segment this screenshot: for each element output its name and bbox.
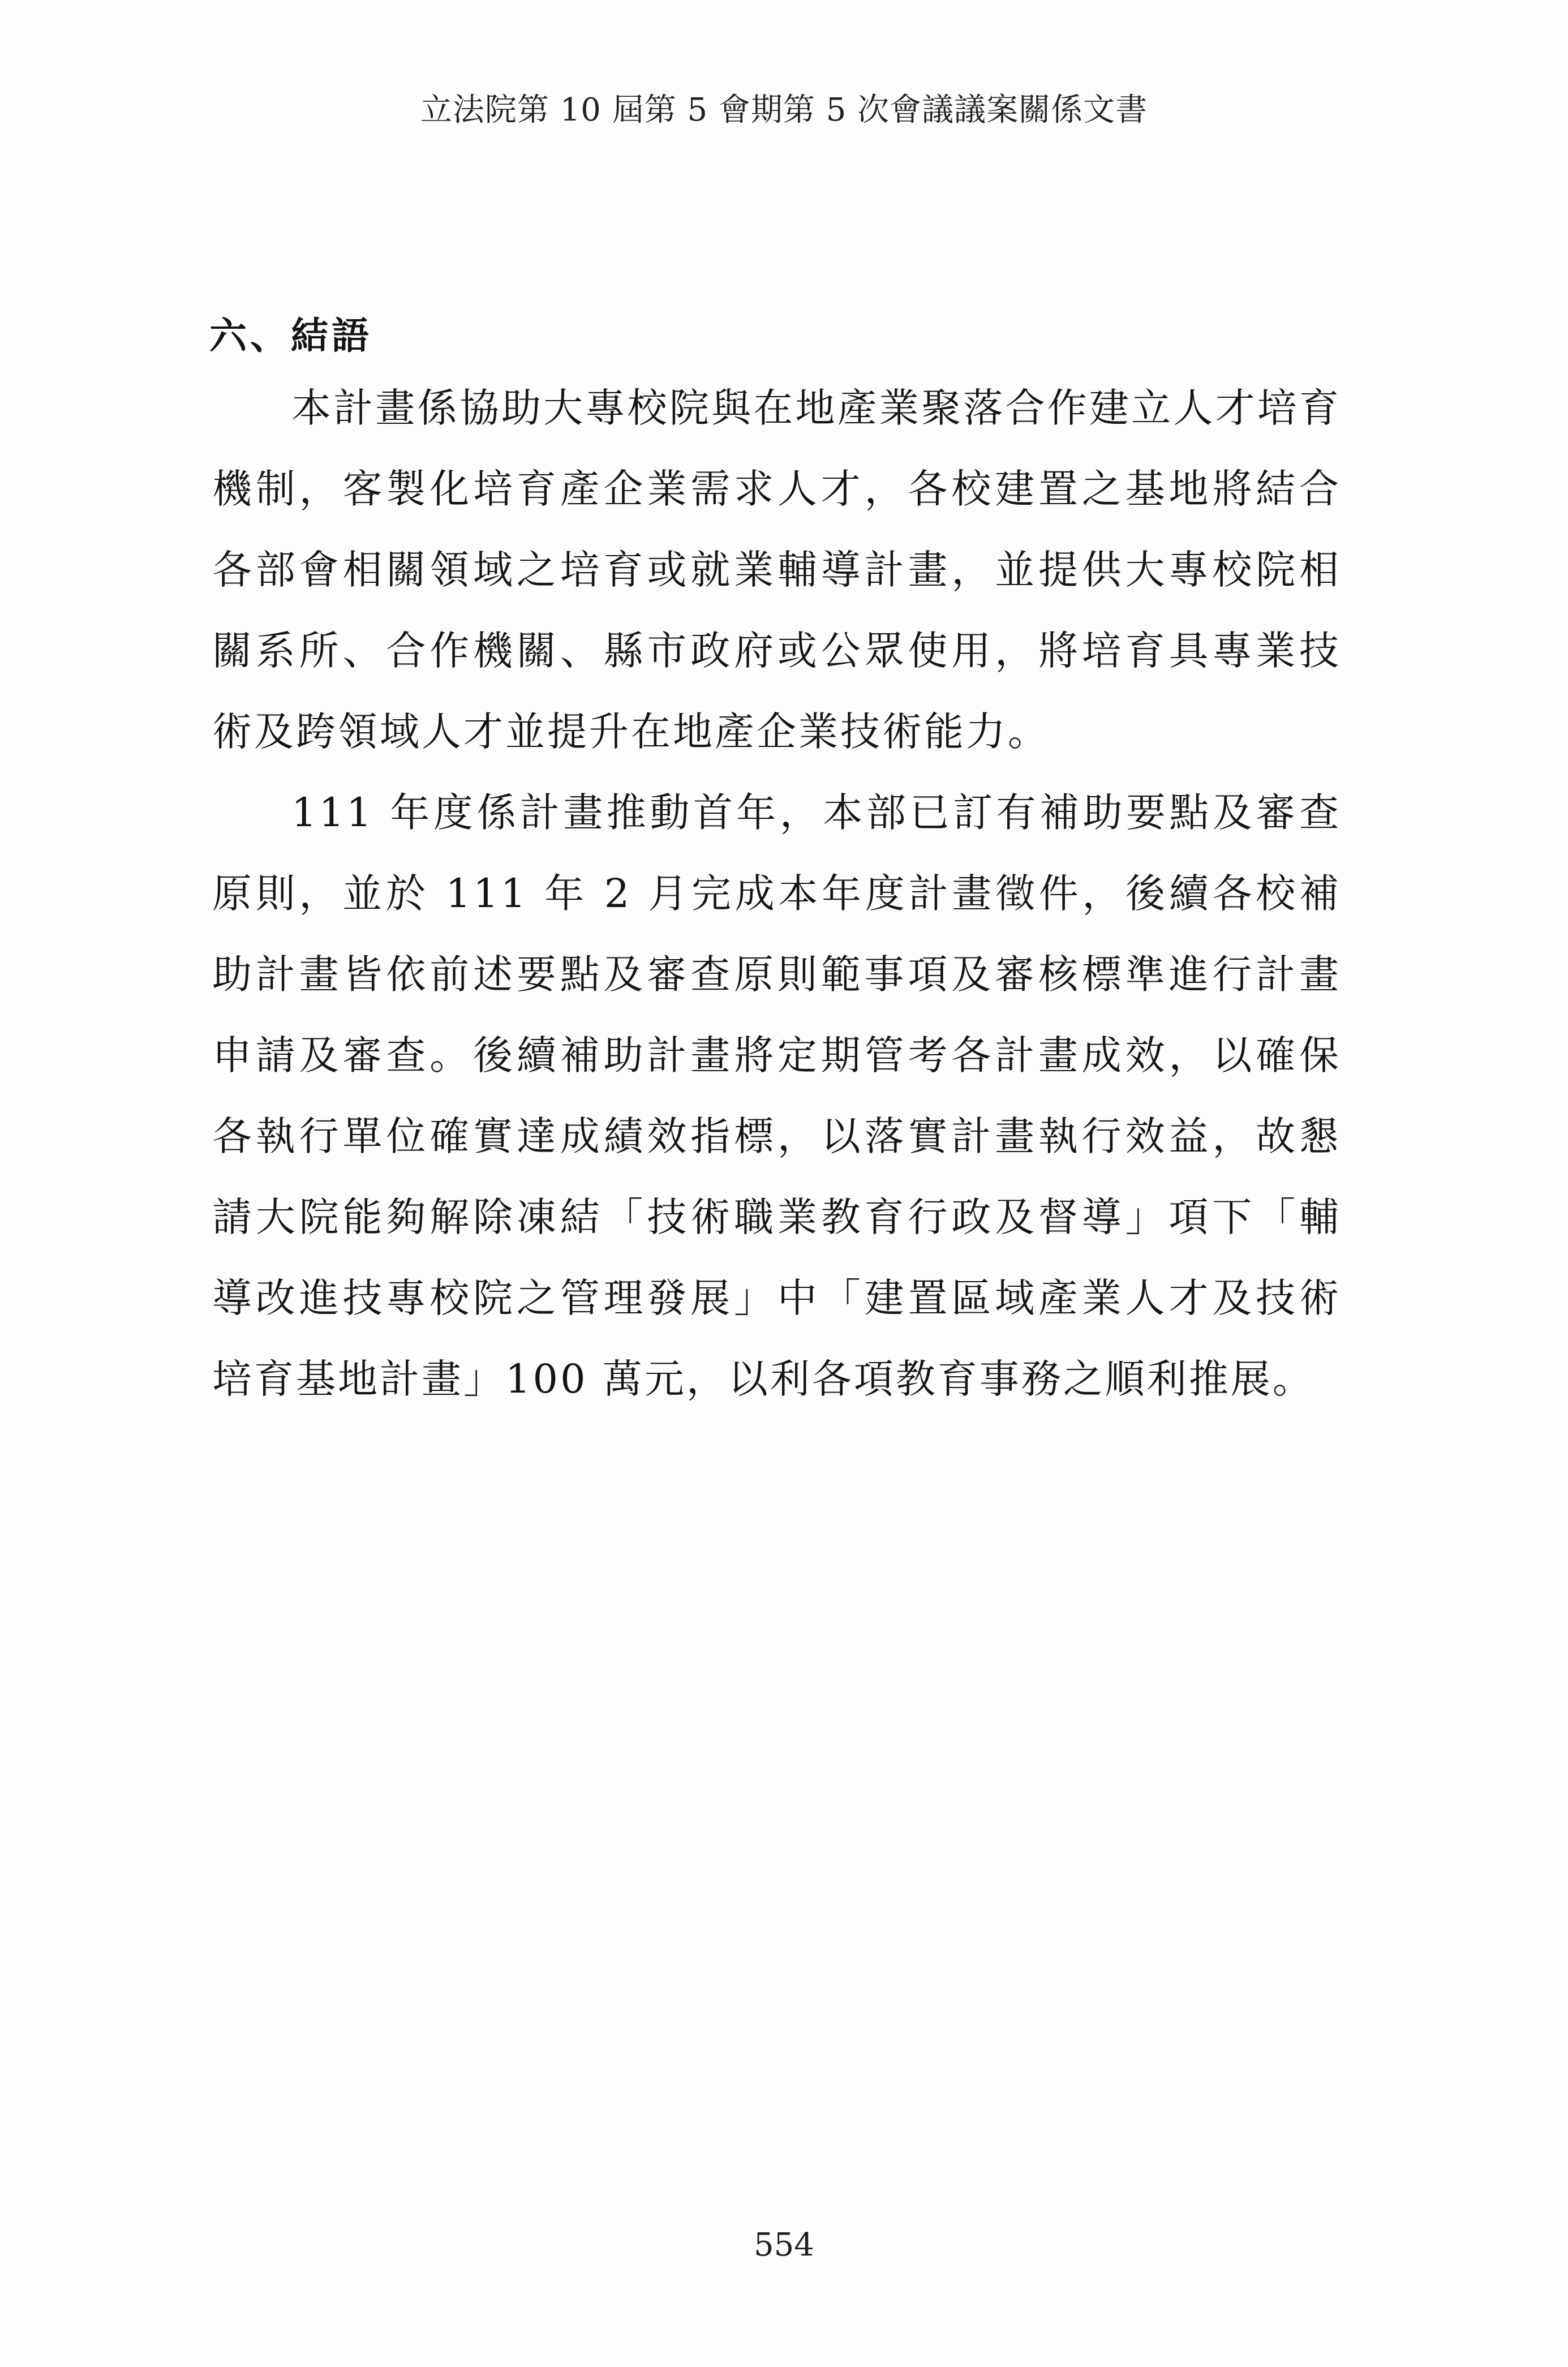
paragraph-1: 本計畫係協助大專校院與在地產業聚落合作建立人才培育機制，客製化培育產企業需求人才，各校建置之基地將結合各部會相關領域之培育或就業輔導計畫，並提供大專校院相關系所、合作機關、縣市政府或公眾使用，將培育具專業技術及跨領域人才並提升在地產企業技術能力。 [212, 385, 1341, 755]
section-heading: 六、結語 [209, 313, 372, 358]
paragraph-2: 111 年度係計畫推動首年，本部已訂有補助要點及審查原則，並於 111 年 2 月完成本年度計畫徵件，後續各校補助計畫皆依前述要點及審查原則範事項及審核標準進行計畫申請及審查。後續補助計畫將定期管考各計畫成效，以確保各執行單位確實達成績效指標，以落實計畫執行效益，故懇請大院能夠解除凍結「技術職業教育行政及督導」項下「輔導改進技專校院之管理發展」中「建置區域產業人才及技術培育基地計畫」100 萬元，以利各項教育事務之順利推展。 [212, 789, 1341, 1402]
page-number: 554 [754, 2227, 814, 2263]
running-header: 立法院第 10 屆第 5 會期第 5 次會議議案關係文書 [420, 92, 1148, 128]
